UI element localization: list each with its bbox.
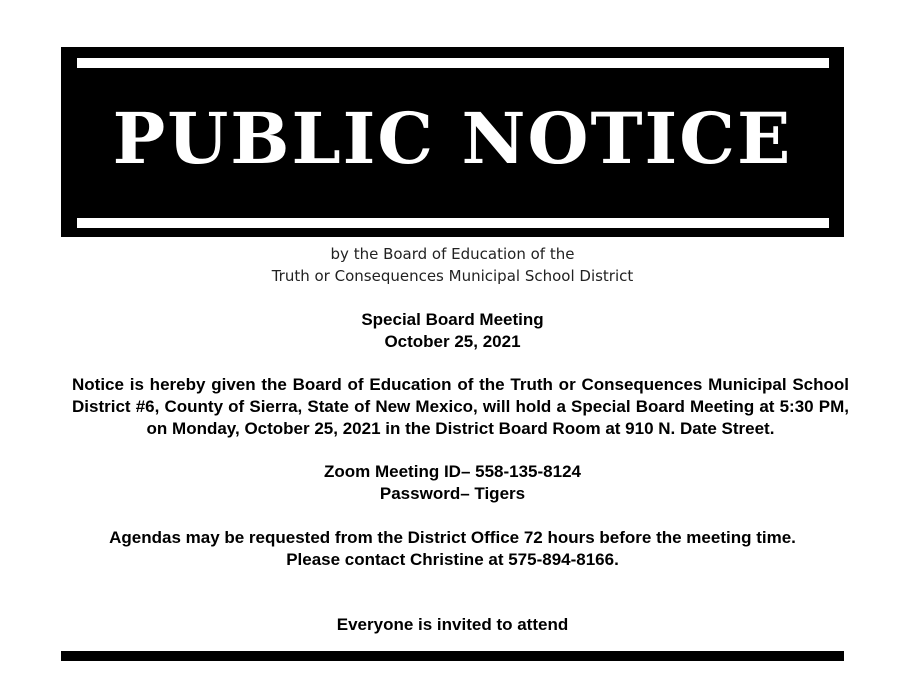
byline: [0, 243, 905, 287]
bottom-rule: [61, 651, 844, 661]
zoom-meeting-id: Zoom Meeting ID– 558-135-8124: [324, 462, 581, 481]
agendas-info: [0, 527, 905, 571]
byline-line-1: by the Board of Education of the: [330, 245, 575, 263]
closing-invite: Everyone is invited to attend: [336, 615, 569, 634]
agendas-contact: Please contact Christine at 575-894-8166.: [286, 550, 619, 569]
byline-line-2: Truth or Consequences Municipal School District: [271, 267, 634, 285]
meeting-heading: [0, 309, 905, 353]
meeting-type: Special Board Meeting: [361, 310, 544, 329]
notice-paragraph: Notice is hereby given the Board of Education of the Truth or Consequences Municipal School District #6, County of Sierra, State of New Mexico, will hold a Special Board Meeting at 5:30 PM, on Monday, October 25, 2021 in the District Board Room at 910 N. Date Street.: [72, 375, 849, 438]
zoom-password: Password– Tigers: [379, 484, 526, 503]
zoom-info: [0, 461, 905, 505]
banner-top-rule: [77, 58, 829, 68]
banner-bottom-rule: [77, 218, 829, 228]
public-notice-banner: [61, 47, 844, 237]
agendas-line-1: Agendas may be requested from the District Office 72 hours before the meeting time.: [109, 528, 796, 547]
meeting-date: October 25, 2021: [384, 332, 521, 351]
banner-title: PUBLIC NOTICE: [112, 97, 793, 180]
